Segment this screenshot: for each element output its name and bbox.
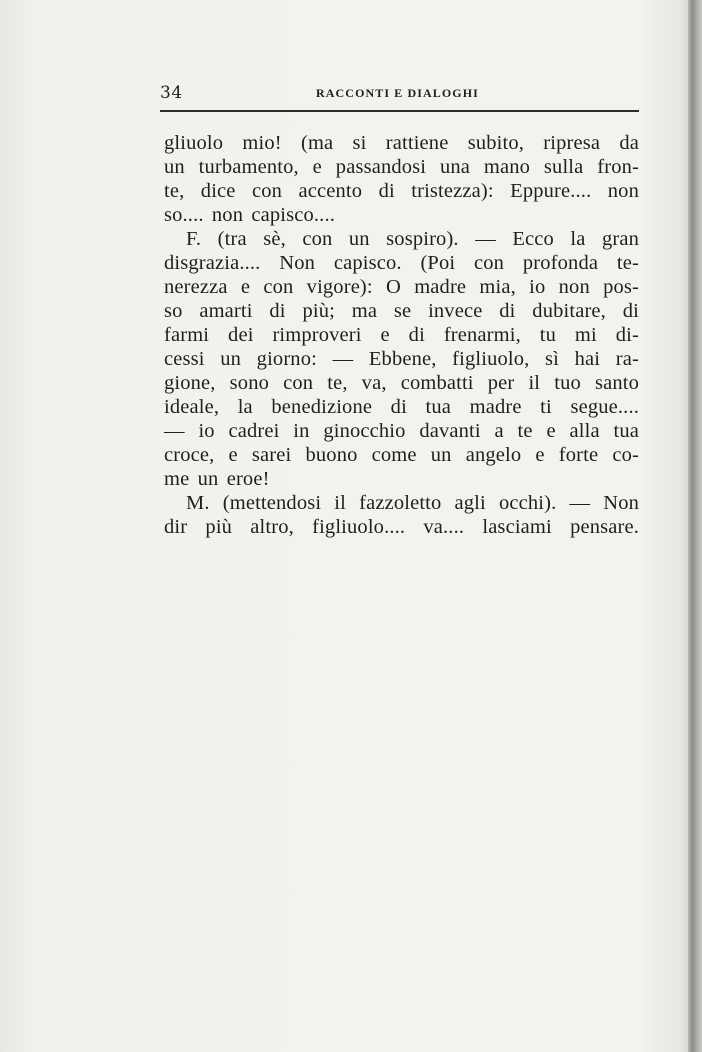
text-line: so.... non capisco.... <box>164 204 335 226</box>
header-rule <box>160 110 639 112</box>
text-line: — io cadrei in ginocchio davanti a te e alla tua <box>164 420 639 442</box>
text-line: farmi dei rimproveri e di frenarmi, tu mi di- <box>164 324 639 346</box>
body-text <box>164 131 639 539</box>
text-line: disgrazia.... Non capisco. (Poi con profonda te- <box>164 252 639 274</box>
text-line: gione, sono con te, va, combatti per il tuo santo <box>164 372 639 394</box>
text-line: cessi un giorno: — Ebbene, figliuolo, sì hai ra- <box>164 348 639 370</box>
text-line: un turbamento, e passandosi una mano sulla fron- <box>164 156 639 178</box>
text-line: croce, e sarei buono come un angelo e forte co- <box>164 444 639 466</box>
text-line: nerezza e con vigore): O madre mia, io non pos- <box>164 276 639 298</box>
text-line: M. (mettendosi il fazzoletto agli occhi). — Non <box>186 492 639 514</box>
text-line: me un eroe! <box>164 468 270 490</box>
text-line: dir più altro, figliuolo.... va.... lasciami pensare. <box>164 516 639 538</box>
text-line: F. (tra sè, con un sospiro). — Ecco la gran <box>186 228 639 250</box>
text-line: gliuolo mio! (ma si rattiene subito, ripresa da <box>164 132 639 154</box>
page-number: 34 <box>160 83 183 103</box>
text-line: so amarti di più; ma se invece di dubitare, di <box>164 300 639 322</box>
running-head <box>160 81 636 105</box>
text-line: ideale, la benedizione di tua madre ti segue.... <box>164 396 639 418</box>
running-title: RACCONTI E DIALOGHI <box>316 86 479 100</box>
page-edge-shadow <box>688 0 702 1052</box>
text-line: te, dice con accento di tristezza): Eppure.... non <box>164 180 639 202</box>
